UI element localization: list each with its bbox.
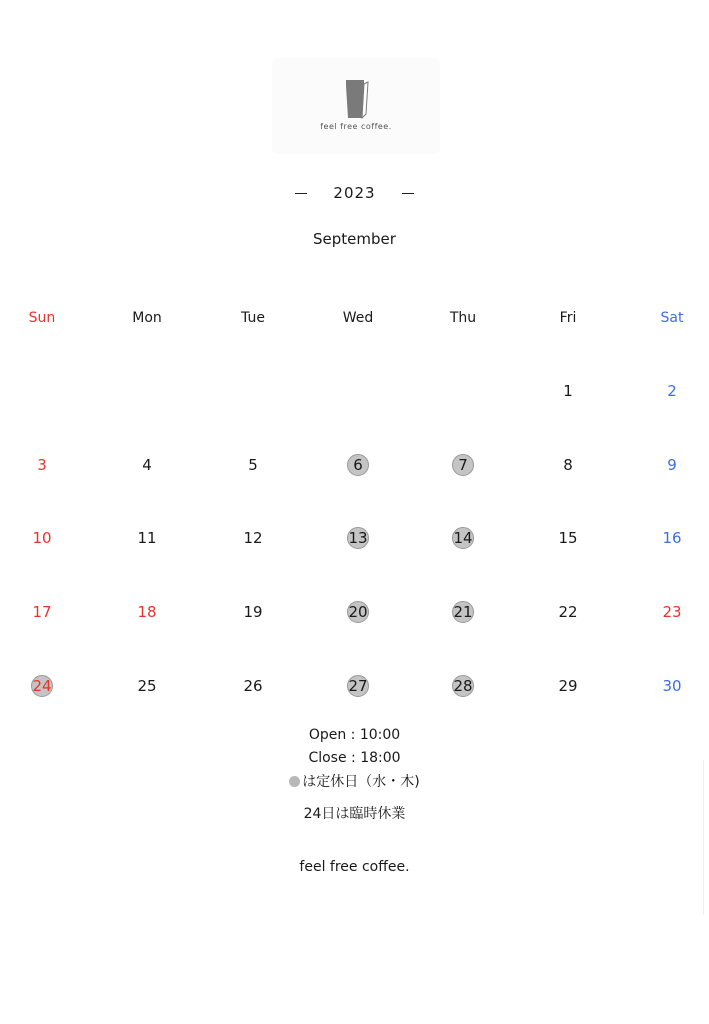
day-12: 12 xyxy=(243,529,263,547)
open-hours: Open : 10:00 xyxy=(308,727,401,743)
day-22: 22 xyxy=(558,603,578,621)
special-closure-note: 24日は臨時休業 xyxy=(303,806,406,822)
day-2: 2 xyxy=(667,382,677,400)
day-15: 15 xyxy=(558,529,578,547)
weekday-tue: Tue xyxy=(241,310,265,326)
day-13: 13 xyxy=(348,529,368,547)
coffee-pitcher-icon xyxy=(342,78,370,120)
year-label: 2023 xyxy=(333,184,376,202)
day-18: 18 xyxy=(137,603,157,621)
weekday-thu: Thu xyxy=(449,310,477,326)
day-20: 20 xyxy=(348,603,368,621)
day-1: 1 xyxy=(563,382,573,400)
day-3: 3 xyxy=(37,456,47,474)
day-29: 29 xyxy=(558,677,578,695)
day-30: 30 xyxy=(662,677,682,695)
weekday-fri: Fri xyxy=(559,310,577,326)
weekday-sat: Sat xyxy=(660,310,684,326)
shop-name: feel free coffee. xyxy=(299,859,410,875)
day-6: 6 xyxy=(353,456,363,474)
dash-right xyxy=(402,193,414,195)
day-4: 4 xyxy=(142,456,152,474)
logo xyxy=(272,58,440,154)
day-24: 24 xyxy=(32,677,52,695)
day-8: 8 xyxy=(563,456,573,474)
day-10: 10 xyxy=(32,529,52,547)
day-5: 5 xyxy=(248,456,258,474)
weekday-wed: Wed xyxy=(342,310,374,326)
day-25: 25 xyxy=(137,677,157,695)
holiday-note xyxy=(0,771,709,793)
close-hours: Close : 18:00 xyxy=(308,750,401,766)
day-11: 11 xyxy=(137,529,157,547)
month-heading: September xyxy=(313,230,396,248)
day-21: 21 xyxy=(453,603,473,621)
closed-day-legend-dot xyxy=(289,776,300,787)
day-27: 27 xyxy=(348,677,368,695)
weekday-mon: Mon xyxy=(132,310,162,326)
day-14: 14 xyxy=(453,529,473,547)
edge-line xyxy=(703,760,704,915)
day-28: 28 xyxy=(453,677,473,695)
day-19: 19 xyxy=(243,603,263,621)
year-heading xyxy=(0,184,709,202)
day-7: 7 xyxy=(458,456,468,474)
weekday-sun: Sun xyxy=(28,310,56,326)
day-17: 17 xyxy=(32,603,52,621)
day-23: 23 xyxy=(662,603,682,621)
day-26: 26 xyxy=(243,677,263,695)
day-9: 9 xyxy=(667,456,677,474)
holiday-note-text: は定休日（水・木) xyxy=(302,774,420,790)
logo-text: feel free coffee. xyxy=(320,122,392,131)
dash-left xyxy=(295,193,307,195)
day-16: 16 xyxy=(662,529,682,547)
